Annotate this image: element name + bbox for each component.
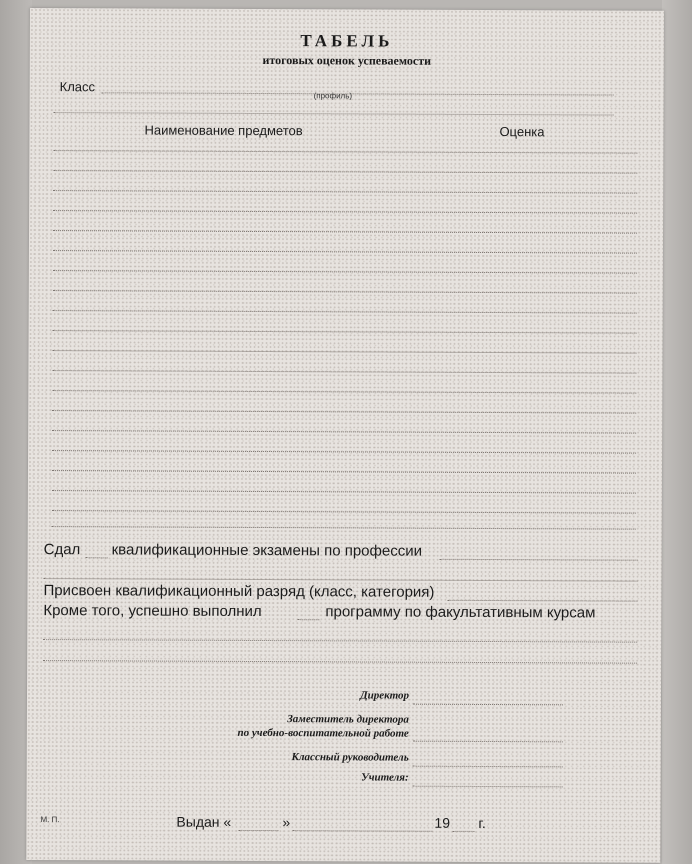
exam-profession-label: квалификационные экзамены по профессии bbox=[111, 541, 423, 560]
class-field-line[interactable] bbox=[102, 92, 614, 95]
issued-day-field[interactable] bbox=[238, 830, 278, 831]
director-signature-label: Директор bbox=[360, 689, 410, 702]
teachers-signature-label: Учителя: bbox=[361, 771, 409, 784]
report-card-form bbox=[26, 8, 664, 863]
grades-table bbox=[30, 8, 664, 11]
form-line bbox=[44, 578, 638, 582]
class-teacher-signature-label: Классный руководитель bbox=[291, 751, 409, 764]
table-row-line[interactable] bbox=[53, 330, 637, 334]
optional-courses-prefix: Кроме того, успешно выполнил bbox=[43, 602, 262, 621]
form-line bbox=[43, 660, 637, 664]
director-signature-line[interactable] bbox=[413, 704, 563, 706]
form-subtitle: итоговых оценок успеваемости bbox=[262, 53, 432, 68]
column-header-grade: Оценка bbox=[499, 124, 545, 140]
table-row-line[interactable] bbox=[52, 390, 636, 394]
table-row-line[interactable] bbox=[52, 410, 636, 414]
backdrop-right bbox=[662, 0, 692, 864]
issued-month-field[interactable] bbox=[292, 830, 432, 832]
table-row-line[interactable] bbox=[53, 230, 637, 234]
teachers-signature-line[interactable] bbox=[413, 786, 563, 788]
class-label: Класс bbox=[59, 79, 96, 95]
form-title: ТАБЕЛЬ bbox=[300, 31, 394, 51]
class-teacher-signature-line[interactable] bbox=[413, 766, 563, 768]
table-row-line[interactable] bbox=[53, 170, 637, 174]
issued-quote-close: » bbox=[282, 814, 291, 831]
form-line bbox=[54, 112, 614, 115]
issued-label: Выдан « bbox=[176, 813, 232, 830]
issued-year-field[interactable] bbox=[452, 831, 474, 832]
deputy-signature-label-line2: по учебно-воспитательной работе bbox=[237, 726, 409, 740]
table-row-line[interactable] bbox=[53, 190, 637, 194]
table-row-line[interactable] bbox=[52, 430, 636, 434]
table-row-line[interactable] bbox=[52, 526, 636, 530]
table-row-line[interactable] bbox=[52, 510, 636, 514]
rank-field-line[interactable] bbox=[447, 600, 637, 602]
form-line bbox=[43, 639, 637, 643]
table-row-line[interactable] bbox=[53, 150, 637, 154]
optional-courses-label: программу по факультативным курсам bbox=[325, 603, 596, 622]
stamp-place-label: М. П. bbox=[40, 815, 60, 825]
deputy-signature-label: Заместитель директора bbox=[287, 713, 409, 726]
rank-label: Присвоен квалификационный разряд (класс, категория) bbox=[43, 582, 435, 601]
table-row-line[interactable] bbox=[53, 210, 637, 214]
table-row-line[interactable] bbox=[53, 290, 637, 294]
table-row-line[interactable] bbox=[52, 470, 636, 474]
profile-hint: (профиль) bbox=[313, 91, 353, 101]
table-row-line[interactable] bbox=[53, 310, 637, 314]
table-row-line[interactable] bbox=[53, 270, 637, 274]
column-header-subjects: Наименование предметов bbox=[144, 122, 303, 139]
issued-year-prefix: 19 bbox=[434, 814, 451, 831]
optional-fill-blank[interactable] bbox=[297, 619, 319, 620]
table-row-line[interactable] bbox=[53, 350, 637, 354]
exam-fill-blank[interactable] bbox=[86, 557, 108, 558]
table-row-line[interactable] bbox=[52, 370, 636, 374]
exam-prefix: Сдал bbox=[43, 541, 81, 559]
table-row-line[interactable] bbox=[53, 250, 637, 254]
profession-field-line[interactable] bbox=[440, 559, 638, 561]
issued-year-suffix: г. bbox=[478, 814, 486, 831]
deputy-signature-line[interactable] bbox=[413, 741, 563, 743]
table-row-line[interactable] bbox=[52, 450, 636, 454]
table-row-line[interactable] bbox=[52, 490, 636, 494]
